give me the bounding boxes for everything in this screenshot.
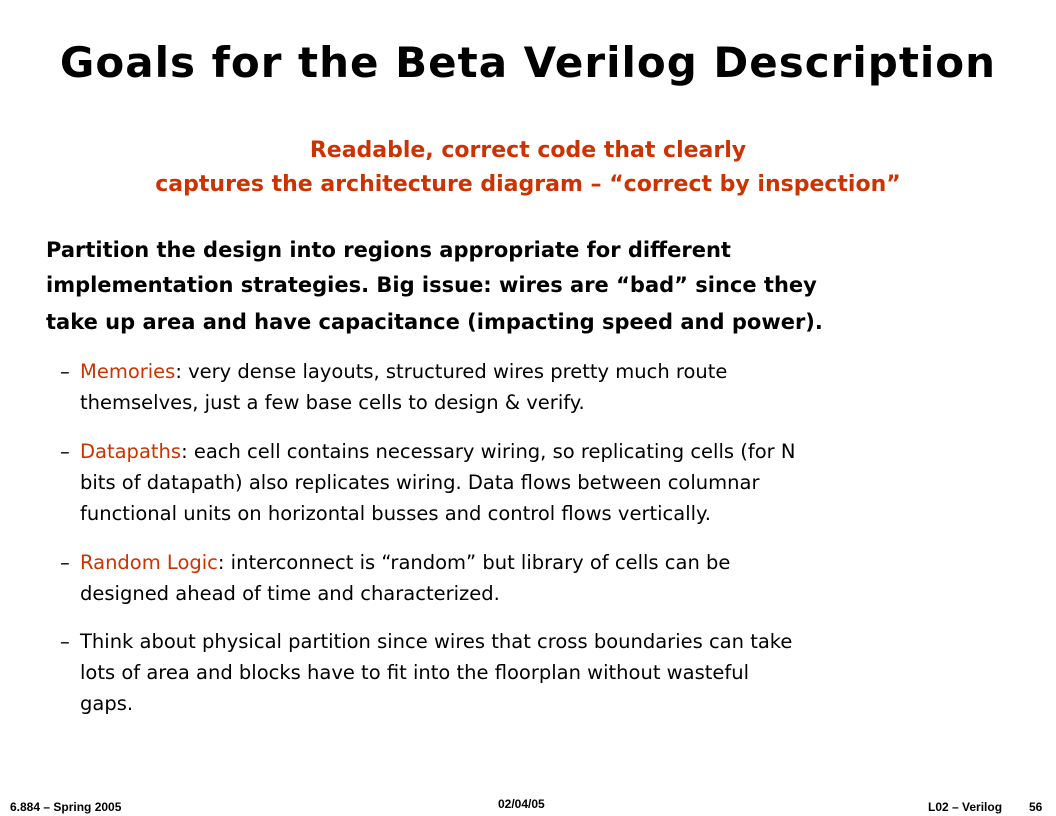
bullet-random-logic — [60, 547, 1030, 609]
bullet-text: : interconnect is “random” but library of cells can be — [217, 551, 731, 574]
bullet-physical-partition — [60, 626, 1030, 719]
bullet-line — [60, 547, 1030, 578]
bullet-line: gaps. — [80, 692, 134, 715]
slide-title: Goals for the Beta Verilog Description — [59, 38, 997, 87]
bullet-line: Think about physical partition since wires that cross boundaries can take — [80, 630, 793, 653]
bullet-text: : very dense layouts, structured wires pretty much route — [175, 360, 728, 383]
bullet-line: functional units on horizontal busses and control flows vertically. — [80, 502, 711, 525]
bullet-line: bits of datapath) also replicates wiring. Data flows between columnar — [80, 471, 760, 494]
bullet-line: lots of area and blocks have to fit into the floorplan without wasteful — [80, 661, 750, 684]
bullet-term: Datapaths — [80, 440, 182, 463]
bullet-line: designed ahead of time and characterized. — [80, 582, 500, 605]
intro-line-3: take up area and have capacitance (impacting speed and power). — [46, 310, 823, 334]
bullet-text: : each cell contains necessary wiring, so replicating cells (for N — [181, 440, 796, 463]
bullet-line — [60, 436, 1030, 467]
subtitle-line-1: Readable, correct code that clearly — [309, 138, 747, 163]
footer-date: 02/04/05 — [498, 797, 545, 811]
bullet-datapaths — [60, 436, 1030, 529]
footer-lecture: L02 – Verilog — [928, 800, 1003, 814]
bullet-term: Random Logic — [80, 551, 218, 574]
intro-line-1: Partition the design into regions appropriate for different — [46, 238, 731, 262]
intro-line-2: implementation strategies. Big issue: wires are “bad” since they — [46, 273, 817, 297]
bullet-term: Memories — [80, 360, 176, 383]
bullet-dash: – — [60, 360, 70, 383]
bullet-dash: – — [60, 440, 70, 463]
footer-course: 6.884 – Spring 2005 — [10, 800, 122, 814]
bullet-dash: – — [60, 630, 70, 653]
bullet-dash: – — [60, 551, 70, 574]
subtitle-line-2: captures the architecture diagram – “correct by inspection” — [155, 172, 901, 197]
bullet-memories — [60, 356, 1030, 418]
bullet-line — [60, 356, 1030, 387]
footer-page-number: 56 — [1029, 800, 1043, 814]
bullet-line: themselves, just a few base cells to design & verify. — [80, 391, 585, 414]
